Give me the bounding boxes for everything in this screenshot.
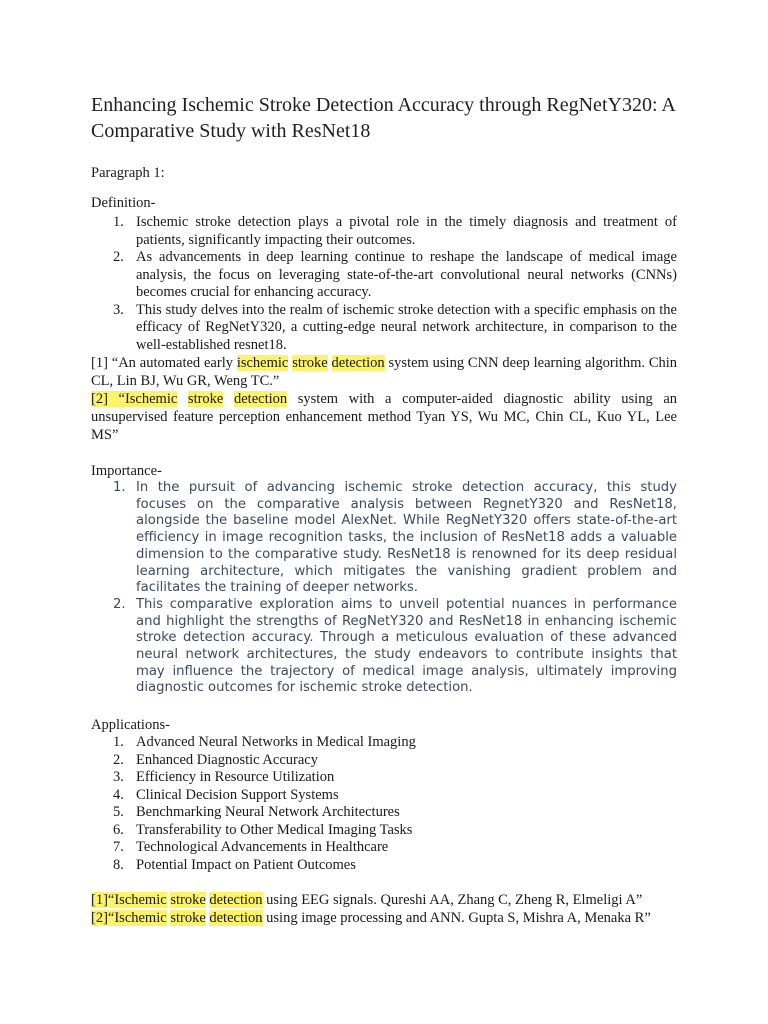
- list-item: 3. This study delves into the realm of ischemic stroke detection with a specific emphasis on the efficacy of RegNetY320, a cutting-edge neural network architecture, in comparison to the well-established resnet18.: [113, 301, 677, 353]
- applications-list: [91, 734, 677, 874]
- highlighted-term: detection: [331, 355, 385, 371]
- highlighted-term: ischemic: [236, 355, 289, 371]
- list-item: 2. As advancements in deep learning continue to reshape the landscape of medical image analysis, the focus on leveraging state-of-the-art convolutional neural networks (CNNs) becomes crucial for enhancing accuracy.: [113, 249, 677, 300]
- list-item: 2. Enhanced Diagnostic Accuracy: [113, 751, 318, 768]
- definition-references: [91, 354, 677, 444]
- list-item: 8. Potential Impact on Patient Outcomes: [113, 856, 356, 873]
- highlighted-term: Ischemic: [114, 892, 167, 909]
- highlighted-term: [2] “Ischemic: [91, 391, 178, 407]
- reference-item: [2]“Ischemic stroke detection using image processing and ANN. Gupta S, Mishra A, Menaka R”: [91, 910, 651, 927]
- importance-heading: Importance-: [91, 463, 162, 479]
- list-item: 2. This comparative exploration aims to unveil potential nuances in performance and highlight the strengths of RegNetY320 and ResNet18 in enhancing ischemic stroke detection accuracy. Through a meticulous evaluation of these advanced neural network architectures, the study endeavors to contribute insights that may influence the trajectory of medical image analysis, ultimately improving diagnostic outcomes for ischemic stroke detection.: [113, 596, 677, 696]
- highlighted-term: detection: [209, 910, 263, 927]
- reference-item: [1] “An automated early ischemic stroke detection system using CNN deep learning algorithm. Chin CL, Lin BJ, Wu GR, Weng TC.”: [91, 355, 678, 389]
- reference-item: [2] “Ischemic stroke detection system with a computer-aided diagnostic ability using an unsupervised feature perception enhancement method Tyan YS, Wu MC, Chin CL, Kuo YL, Lee MS”: [91, 391, 678, 443]
- definition-list: [91, 214, 677, 354]
- highlighted-term: [1]“: [91, 892, 115, 909]
- list-item: 1. Ischemic stroke detection plays a pivotal role in the timely diagnosis and treatment of patients, significantly impacting their outcomes.: [113, 214, 677, 248]
- applications-references: [91, 891, 677, 927]
- highlighted-term: detection: [209, 892, 263, 909]
- list-item: 1. Advanced Neural Networks in Medical Imaging: [113, 734, 416, 751]
- applications-heading: Applications-: [91, 717, 170, 734]
- list-item: 7. Technological Advancements in Healthcare: [113, 839, 389, 856]
- importance-list: [91, 480, 677, 697]
- document-title: Enhancing Ischemic Stroke Detection Accuracy through RegNetY320: A Comparative Study with ResNet18: [91, 94, 675, 142]
- list-item: 4. Clinical Decision Support Systems: [113, 786, 339, 803]
- highlighted-term: stroke: [187, 391, 224, 407]
- paragraph-label: Paragraph 1:: [91, 165, 165, 181]
- list-item: 5. Benchmarking Neural Network Architectures: [113, 804, 400, 821]
- definition-heading: Definition-: [91, 195, 156, 211]
- list-item: 3. Efficiency in Resource Utilization: [113, 769, 335, 786]
- highlighted-term: stroke: [292, 355, 328, 371]
- list-item: 1. In the pursuit of advancing ischemic stroke detection accuracy, this study focuses on the comparative analysis between RegnetY320 and ResNet18, alongside the baseline model AlexNet. While RegNetY320 offers state-of-the-art efficiency in image recognition tasks, the inclusion of ResNet18 adds a valuable dimension to the comparative study. ResNet18 is renowned for its deep residual learning architecture, which mitigates the vanishing gradient problem and facilitates the training of deeper networks.: [113, 480, 677, 596]
- highlighted-term: detection: [233, 391, 288, 407]
- list-item: 6. Transferability to Other Medical Imaging Tasks: [113, 821, 413, 838]
- reference-item: [1]“Ischemic stroke detection using EEG signals. Qureshi AA, Zhang C, Zheng R, Elmeligi A”: [91, 892, 643, 909]
- highlighted-term: [2]“: [91, 910, 115, 927]
- highlighted-term: stroke: [170, 910, 206, 927]
- highlighted-term: stroke: [170, 892, 206, 909]
- highlighted-term: Ischemic: [114, 910, 167, 927]
